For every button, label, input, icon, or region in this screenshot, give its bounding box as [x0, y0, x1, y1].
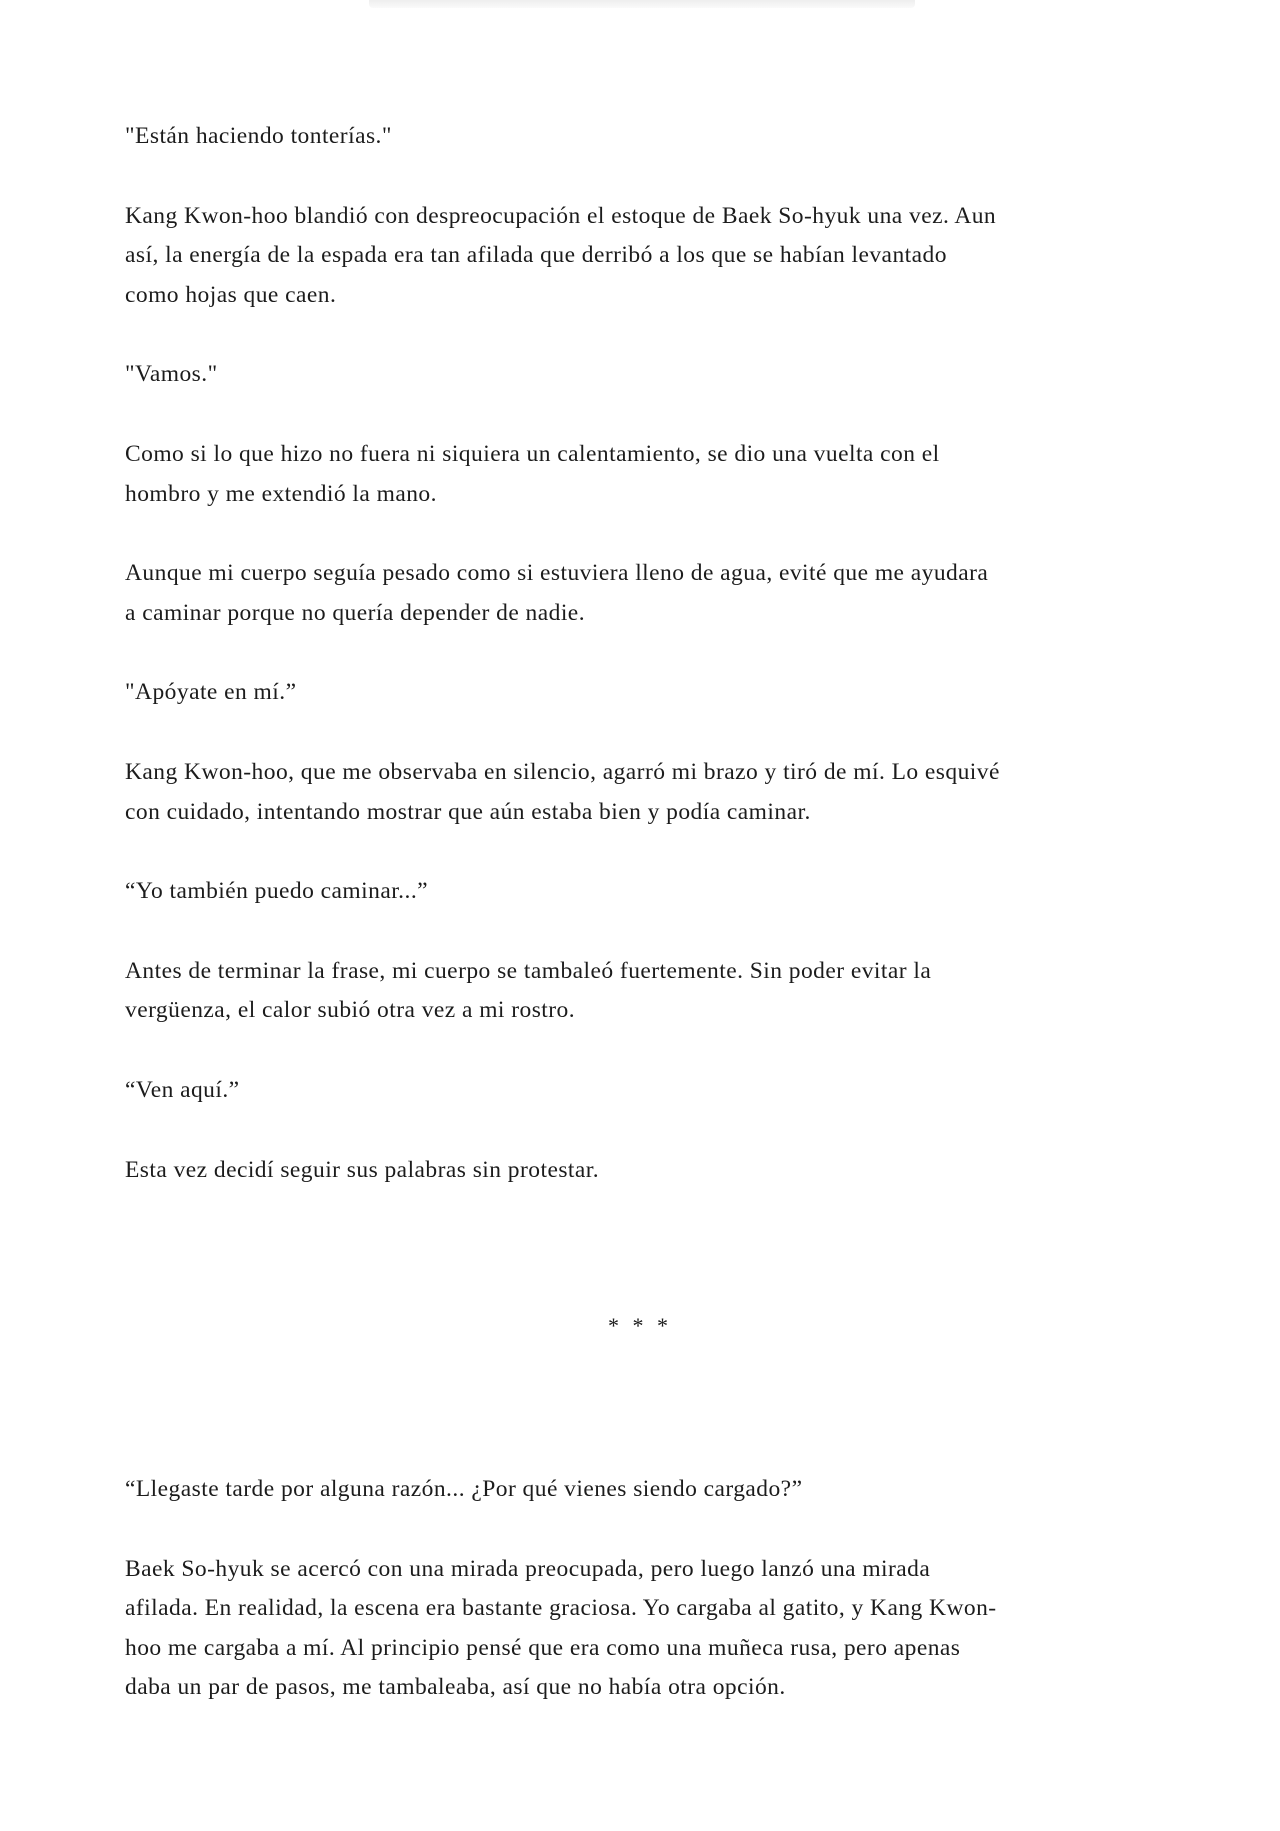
text-line: vergüenza, el calor subió otra vez a mi rostro. [125, 997, 576, 1024]
text-line: “Llegaste tarde por alguna razón... ¿Por qué vienes siendo cargado?” [125, 1476, 803, 1503]
paragraph [125, 355, 1185, 395]
text-line: Esta vez decidí seguir sus palabras sin protestar. [125, 1156, 600, 1183]
paragraph [125, 1151, 1185, 1191]
paragraph [125, 1470, 1185, 1510]
text-line: Aunque mi cuerpo seguía pesado como si estuviera lleno de agua, evité que me ayudara [125, 560, 989, 587]
paragraph [125, 435, 1185, 514]
text-line: a caminar porque no quería depender de nadie. [125, 599, 586, 626]
section-before [125, 117, 1185, 1190]
text-line: Como si lo que hizo no fuera ni siquiera un calentamiento, se dio una vuelta con el [125, 440, 940, 467]
text-line: daba un par de pasos, me tambaleaba, así que no había otra opción. [125, 1674, 786, 1701]
text-line: "Vamos." [125, 361, 218, 388]
text-line: con cuidado, intentando mostrar que aún estaba bien y podía caminar. [125, 798, 811, 825]
text-line: afilada. En realidad, la escena era bastante graciosa. Yo cargaba al gatito, y Kang Kwon- [125, 1595, 997, 1622]
text-line: “Ven aquí.” [125, 1076, 240, 1103]
paragraph [125, 1550, 1185, 1708]
paragraph [125, 673, 1185, 713]
text-line: "Están haciendo tonterías." [125, 123, 392, 149]
paragraph [125, 753, 1185, 832]
text-line: hombro y me extendió la mano. [125, 480, 437, 507]
paragraph [125, 1071, 1185, 1111]
text-line: “Yo también puedo caminar...” [125, 878, 429, 905]
section-after [125, 1470, 1185, 1708]
top-edge-shadow [369, 0, 915, 8]
text-line: "Apóyate en mí.” [125, 679, 297, 706]
document-body [125, 117, 1185, 1748]
text-line: Kang Kwon-hoo, que me observaba en silencio, agarró mi brazo y tiró de mí. Lo esquivé [125, 758, 1000, 785]
paragraph [125, 197, 1185, 316]
text-line: como hojas que caen. [125, 281, 337, 308]
text-line: así, la energía de la espada era tan afilada que derribó a los que se habían levantado [125, 242, 947, 269]
text-line: hoo me cargaba a mí. Al principio pensé que era como una muñeca rusa, pero apenas [125, 1634, 961, 1661]
section-separator: * * * [608, 1313, 672, 1339]
text-line: Antes de terminar la frase, mi cuerpo se tambaleó fuertemente. Sin poder evitar la [125, 957, 932, 984]
paragraph [125, 872, 1185, 912]
paragraph [125, 554, 1185, 633]
paragraph [125, 952, 1185, 1031]
paragraph [125, 117, 1185, 157]
text-line: Kang Kwon-hoo blandió con despreocupación el estoque de Baek So-hyuk una vez. Aun [125, 202, 997, 229]
text-line: Baek So-hyuk se acercó con una mirada preocupada, pero luego lanzó una mirada [125, 1555, 931, 1582]
